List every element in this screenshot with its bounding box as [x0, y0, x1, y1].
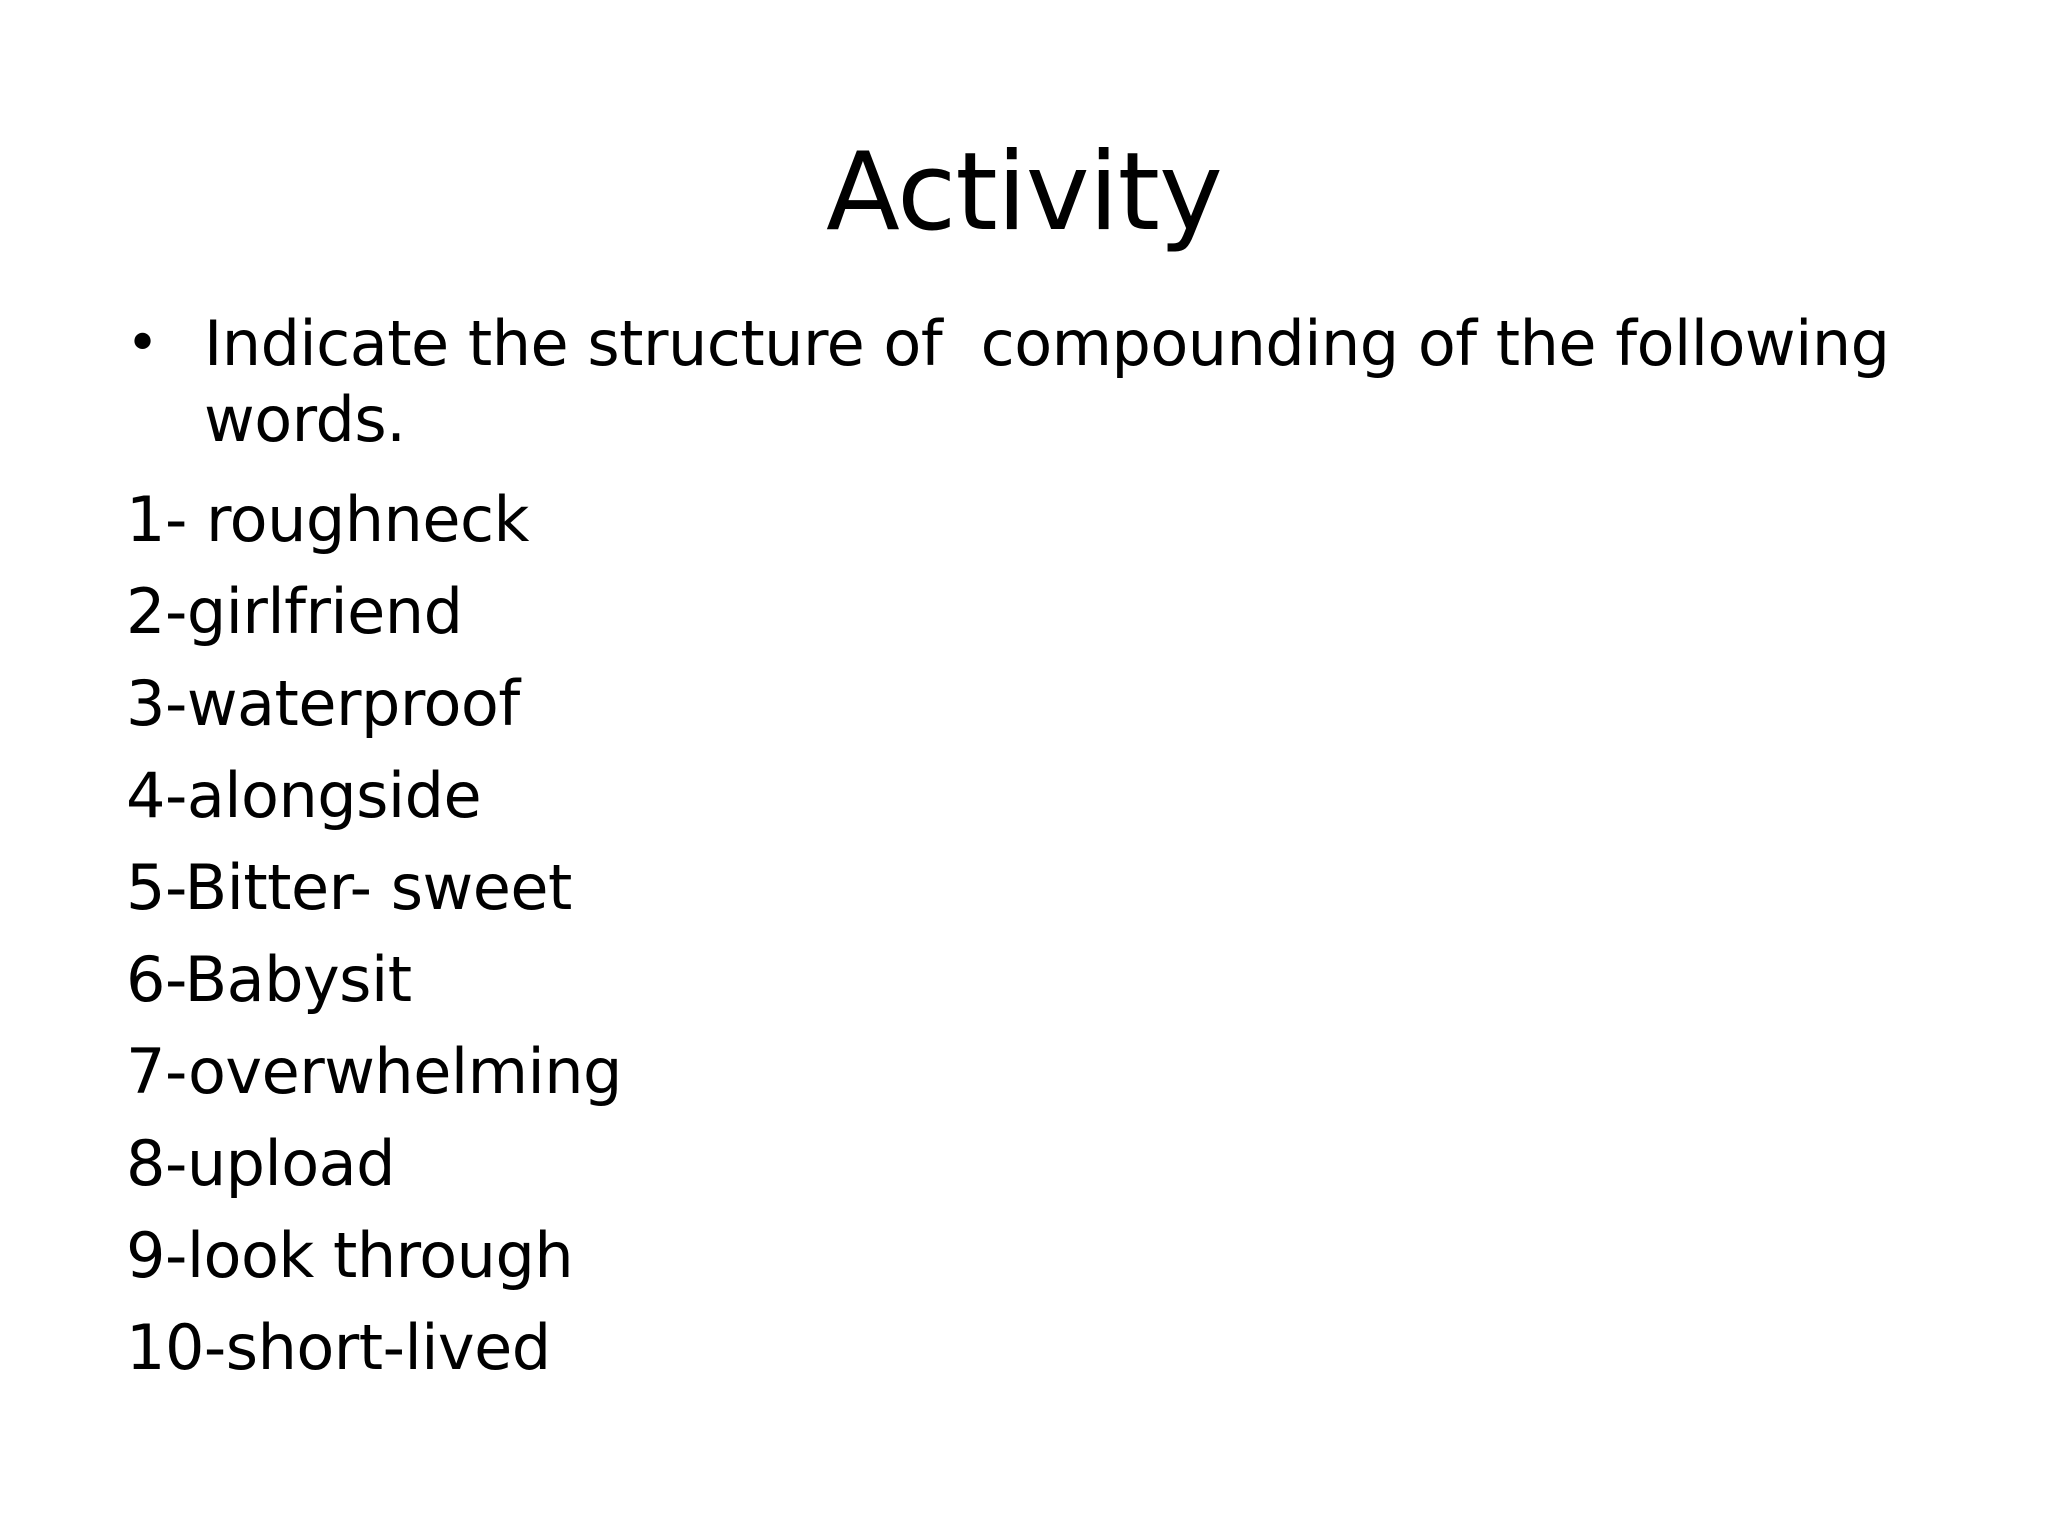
- instruction-bullet: [126, 306, 1986, 458]
- word-list: [126, 474, 1986, 1394]
- list-item: 4-alongside: [126, 759, 482, 832]
- list-item: 8-upload: [126, 1127, 395, 1200]
- list-item: 3-waterproof: [126, 667, 520, 740]
- slide-content: [126, 306, 1986, 1394]
- list-item: 10-short-lived: [126, 1311, 551, 1384]
- list-item: 7-overwhelming: [126, 1035, 622, 1108]
- list-item: 9-look through: [126, 1219, 574, 1292]
- list-item: 6-Babysit: [126, 943, 412, 1016]
- slide-title: Activity: [826, 130, 1222, 255]
- bullet-icon: •: [126, 311, 159, 376]
- list-item: 1- roughneck: [126, 483, 529, 556]
- list-item: 2-girlfriend: [126, 575, 463, 648]
- instruction-text: Indicate the structure of compounding of the following words.: [204, 307, 1909, 456]
- list-item: 5-Bitter- sweet: [126, 851, 572, 924]
